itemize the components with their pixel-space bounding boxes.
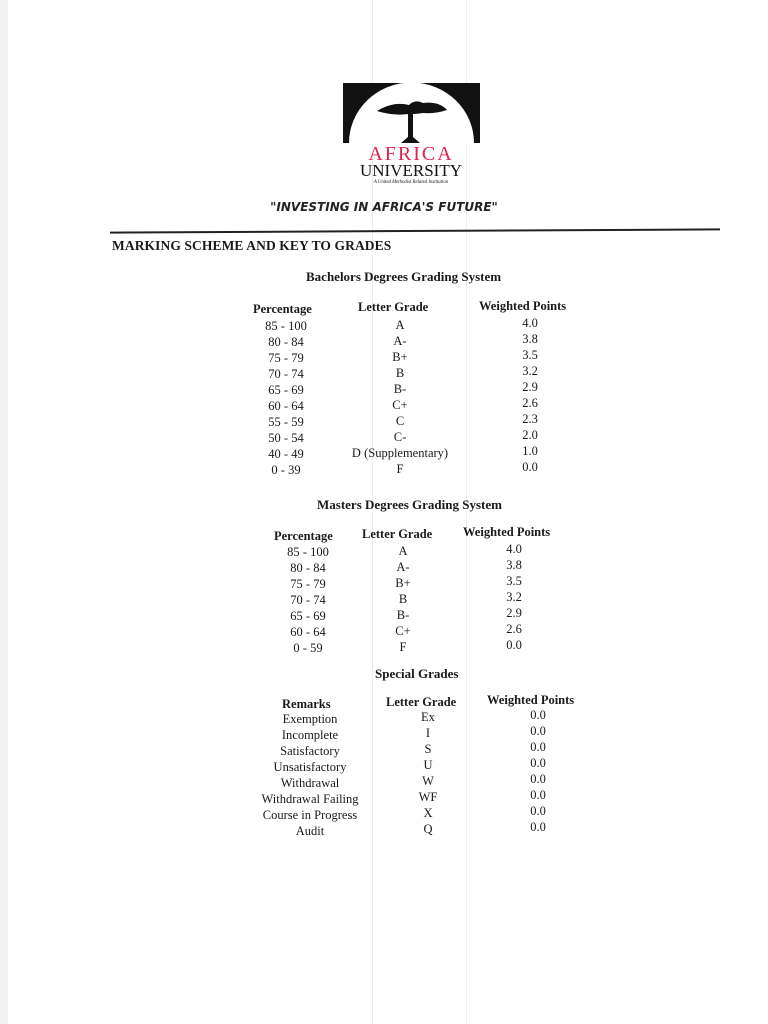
special-remarks-cell: Exemption <box>282 712 338 726</box>
masters-letter-cell: B- <box>396 608 410 622</box>
special-remarks-cell: Incomplete <box>281 728 339 742</box>
bachelors-percentage-cell: 80 - 84 <box>268 335 304 349</box>
masters-points-cell: 4.0 <box>506 542 522 556</box>
horizontal-divider <box>110 228 720 233</box>
bachelors-letter-cell: A- <box>393 334 407 348</box>
special-letter-cell: I <box>425 726 431 740</box>
masters-points-cell: 3.8 <box>506 558 522 572</box>
special-remarks-cell: Withdrawal Failing <box>261 792 359 806</box>
document-title: MARKING SCHEME AND KEY TO GRADES <box>112 238 392 253</box>
masters-points-cell: 2.9 <box>506 606 522 620</box>
bachelors-letter-cell: C+ <box>392 398 408 412</box>
special-letter-cell: W <box>422 774 434 788</box>
bachelors-percentage-cell: 60 - 64 <box>268 399 304 413</box>
logo-word-university: UNIVERSITY <box>360 161 462 180</box>
masters-percentage-column <box>268 544 348 656</box>
special-letter-cell: Q <box>423 822 433 836</box>
masters-percentage-cell: 80 - 84 <box>290 561 326 575</box>
masters-letter-column <box>373 543 433 655</box>
special-points-column <box>513 707 563 835</box>
bachelors-points-cell: 2.3 <box>522 412 538 426</box>
masters-percentage-cell: 0 - 59 <box>293 641 323 655</box>
bachelors-letter-cell: D (Supplementary) <box>351 446 449 460</box>
masters-letter-cell: C+ <box>395 624 411 638</box>
masters-percentage-cell: 60 - 64 <box>290 625 326 639</box>
masters-percentage-cell: 85 - 100 <box>287 545 329 559</box>
masters-points-cell: 3.2 <box>506 590 522 604</box>
bachelors-letter-column <box>340 317 460 477</box>
bachelors-header-points: Weighted Points <box>479 299 567 313</box>
special-letter-cell: U <box>423 758 433 772</box>
bachelors-points-cell: 0.0 <box>522 460 538 474</box>
special-letter-column <box>400 709 456 837</box>
bachelors-percentage-cell: 55 - 59 <box>268 415 304 429</box>
masters-points-cell: 0.0 <box>506 638 522 652</box>
masters-letter-cell: A- <box>396 560 410 574</box>
special-points-cell: 0.0 <box>530 820 546 834</box>
bachelors-points-cell: 3.8 <box>522 332 538 346</box>
bachelors-header-percentage: Percentage <box>253 302 312 316</box>
bachelors-letter-cell: B+ <box>392 350 408 364</box>
scan-page-edge <box>0 0 8 1024</box>
special-remarks-cell: Course in Progress <box>262 808 358 822</box>
bachelors-percentage-column <box>246 318 326 478</box>
special-letter-cell: S <box>424 742 432 756</box>
bachelors-letter-cell: C- <box>393 430 407 444</box>
bachelors-section-title: Bachelors Degrees Grading System <box>306 269 502 284</box>
masters-points-cell: 3.5 <box>506 574 522 588</box>
motto: "INVESTING IN AFRICA'S FUTURE" <box>270 200 498 214</box>
masters-percentage-cell: 65 - 69 <box>290 609 326 623</box>
bachelors-percentage-cell: 50 - 54 <box>268 431 304 445</box>
bachelors-header-letter: Letter Grade <box>358 300 429 314</box>
bachelors-percentage-cell: 65 - 69 <box>268 383 304 397</box>
bachelors-points-cell: 3.5 <box>522 348 538 362</box>
special-points-cell: 0.0 <box>530 724 546 738</box>
bachelors-letter-cell: F <box>396 462 404 476</box>
masters-section-title: Masters Degrees Grading System <box>317 497 502 512</box>
masters-letter-cell: A <box>398 544 408 558</box>
masters-header-percentage: Percentage <box>274 529 333 543</box>
masters-percentage-cell: 70 - 74 <box>290 593 326 607</box>
masters-letter-cell: B <box>398 592 408 606</box>
special-points-cell: 0.0 <box>530 708 546 722</box>
logo-word-africa: AFRICA <box>368 143 454 165</box>
bachelors-percentage-cell: 40 - 49 <box>268 447 304 461</box>
bachelors-points-cell: 4.0 <box>522 316 538 330</box>
bachelors-points-column <box>505 315 555 475</box>
bachelors-letter-cell: B- <box>393 382 407 396</box>
bachelors-points-cell: 2.6 <box>522 396 538 410</box>
masters-header-letter: Letter Grade <box>362 527 433 541</box>
special-remarks-cell: Withdrawal <box>280 776 340 790</box>
special-points-cell: 0.0 <box>530 788 546 802</box>
bachelors-letter-cell: B <box>395 366 405 380</box>
special-points-cell: 0.0 <box>530 740 546 754</box>
masters-percentage-cell: 75 - 79 <box>290 577 326 591</box>
masters-points-column <box>489 541 539 653</box>
masters-letter-cell: B+ <box>395 576 411 590</box>
special-letter-cell: WF <box>418 790 438 804</box>
special-points-cell: 0.0 <box>530 756 546 770</box>
bachelors-percentage-cell: 85 - 100 <box>265 319 307 333</box>
special-section-title: Special Grades <box>375 666 459 681</box>
bachelors-letter-cell: A <box>395 318 405 332</box>
bachelors-letter-cell: C <box>395 414 405 428</box>
masters-letter-cell: F <box>399 640 407 654</box>
bachelors-percentage-cell: 70 - 74 <box>268 367 304 381</box>
bachelors-percentage-cell: 75 - 79 <box>268 351 304 365</box>
special-remarks-cell: Satisfactory <box>280 744 340 758</box>
special-points-cell: 0.0 <box>530 772 546 786</box>
bachelors-points-cell: 3.2 <box>522 364 538 378</box>
special-header-letter: Letter Grade <box>386 695 457 709</box>
special-remarks-column <box>246 711 374 839</box>
bachelors-points-cell: 2.0 <box>522 428 538 442</box>
special-points-cell: 0.0 <box>530 804 546 818</box>
masters-header-points: Weighted Points <box>463 525 551 539</box>
bachelors-percentage-cell: 0 - 39 <box>271 463 301 477</box>
special-header-remarks: Remarks <box>282 697 331 711</box>
masters-points-cell: 2.6 <box>506 622 522 636</box>
special-letter-cell: Ex <box>421 710 435 724</box>
special-remarks-cell: Audit <box>295 824 325 838</box>
bachelors-points-cell: 1.0 <box>522 444 538 458</box>
special-remarks-cell: Unsatisfactory <box>273 760 347 774</box>
bachelors-points-cell: 2.9 <box>522 380 538 394</box>
logo-tree-trunk <box>408 113 413 139</box>
logo-tagline: A United Methodist Related Institution <box>373 180 449 185</box>
special-header-points: Weighted Points <box>487 693 575 707</box>
africa-university-logo <box>343 83 483 185</box>
special-letter-cell: X <box>423 806 433 820</box>
